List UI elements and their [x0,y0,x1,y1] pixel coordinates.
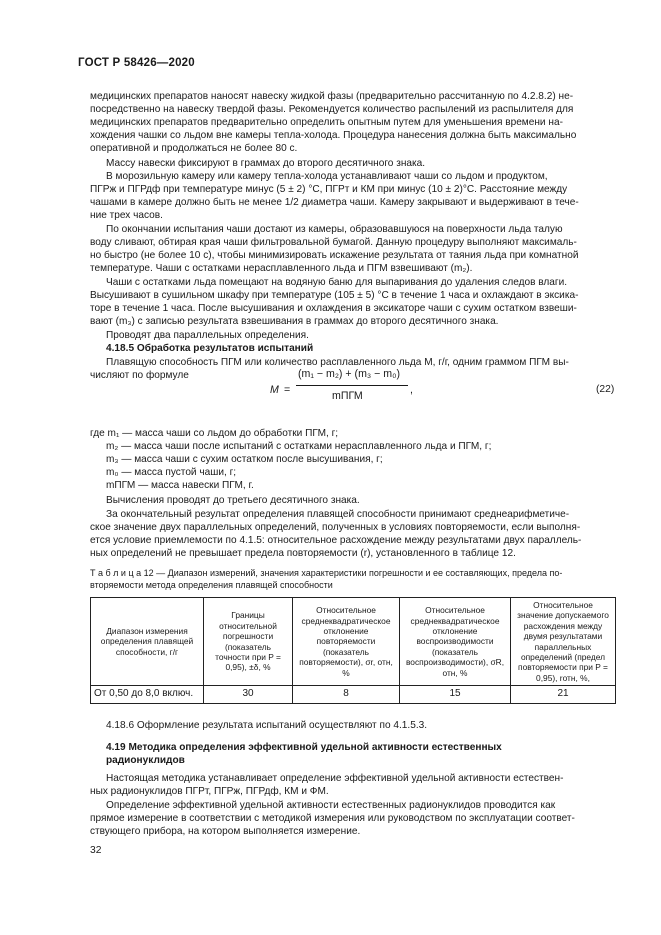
text-line: вают (m₃) с записью результата взвешивания в граммах до второго десятичного знака. [90,316,499,328]
text-line: посредственно на навеску твердой фазы. Рекомендуется количество распылений из распылителя для [90,104,574,116]
standard-header: ГОСТ Р 58426—2020 [78,57,195,69]
text-line: ных определений не превышает предела повторяемости (r), установленного в таблице 12. [90,548,516,560]
paragraph-freezer [90,170,616,222]
paragraph-spray-procedure [90,90,616,155]
formula-comma: , [410,384,413,396]
text-line: прямое измерение в соответствии с методикой измерения или руководством по эксплуатации соответ- [90,813,575,825]
text-line: 4.18.5 Обработка результатов испытаний [106,343,314,354]
text-line: Чаши с остатками льда помещают на водяную баню для выпаривания до удаления следов влаги. [106,277,568,288]
text-line: ние трех часов. [90,210,163,222]
section-heading-4-19 [106,741,502,767]
formula-numerator: (m₁ − m₂) + (m₃ − m₀) [298,368,401,380]
table-header-cell: Границы относительной погрешности (показатель точности при P = 0,95), ±δ, % [204,598,293,686]
page-number: 32 [90,845,102,856]
text-line: Настоящая методика устанавливает определение эффективной удельной активности естествен- [106,773,564,784]
text-line: Определение эффективной удельной активности естественных радионуклидов проводится как [106,800,556,811]
table-header-cell: Относительное среднеквадратическое отклонение повторяемости (показатель повторяемости), σr, отн, % [293,598,400,686]
text-line: воду сливают, обтирая края чаши фильтровальной бумагой. Данную процедуру выполняют максималь- [90,237,577,249]
text-line: По окончании испытания чаши достают из камеры, образовавшуюся на поверхности льда талую [106,224,563,235]
text-line: торе в течение 1 часа. После высушивания и охлаждения в эксикаторе чаши с сухим остатком взвеши- [90,303,577,315]
table-header-cell: Относительное среднеквадратическое отклонение воспроизводимости (показатель воспроизводимости), σR, отн, % [400,598,511,686]
paragraph-final-result [90,508,616,560]
paragraph-result-format [106,719,427,732]
section-heading-4-18-5 [106,342,313,355]
text-line: Вычисления проводят до третьего десятичного знака. [106,495,360,506]
text-line: За окончательный результат определения плавящей способности принимают среднеарифметиче- [106,509,570,520]
definitions-list [90,427,491,492]
text-line: оперативной и продолжаться не более 80 с. [90,143,298,155]
table-cell: 15 [400,686,511,703]
text-line: температуре. Чаши с остатками нерасплавленного льда и ПГМ взвешивают (m₂). [90,263,473,275]
paragraph-mass-record [106,157,425,170]
text-line: 4.18.6 Оформление результата испытаний осуществляют по 4.1.5.3. [106,720,428,731]
definition-item: m₂ — масса чаши после испытаний с остатками нерасплавленного льда и ПГМ, г; [106,441,492,453]
text-line: радионуклидов [106,755,185,767]
table-header-row [91,598,616,686]
text-line: медицинских препаратов предварительно определить опытным путем для уменьшения времени на- [90,117,563,129]
table-header-cell: Относительное значение допускаемого расхождения между двумя результатами параллельных определений (предел повторяемости при P = 0,95), rотн, %, [511,598,616,686]
text-line: ское значение двух параллельных определений, полученных в условиях повторяемости, если выполня- [90,522,581,534]
text-line: хождения чашки со льдом вне камеры тепла-холода. Процедура нанесения должна быть максимально [90,130,577,142]
text-line: чашами в камере должно быть не менее 1/2 диаметра чаши. Камеру закрывают и выдерживают в тече- [90,197,579,209]
text-line: Т а б л и ц а 12 — Диапазон измерений, значения характеристики погрешности и ее составляющих, предела по- [90,568,563,578]
definition-item: где m₁ — масса чаши со льдом до обработки ПГМ, г; [90,428,339,439]
text-line: вторяемости метода определения плавящей способности [90,579,333,590]
text-line: Проводят два параллельных определения. [106,330,309,341]
paragraph-drying [90,276,616,328]
fraction-bar [296,385,408,386]
text-line: числяют по формуле [90,370,189,382]
paragraph-after-test [90,223,616,275]
text-line: ных радионуклидов ПГРт, ПГРж, ПГРдф, КМ и ФМ. [90,786,329,798]
text-line: ствующего прибора, на котором выполняется измерение. [90,826,361,838]
formula-equals: = [284,384,291,396]
table-12 [90,597,616,704]
paragraph-method-scope [90,772,616,798]
formula-number: (22) [596,384,615,395]
text-line: В морозильную камеру или камеру тепла-холода устанавливают чаши со льдом и продуктом, [106,171,548,182]
text-line: ПГРж и ПГРдф при температуре минус (5 ± 2) °С, ПГРт и КМ при минус (10 ± 2)°С. Расстояние между [90,184,568,196]
table-cell: 21 [511,686,616,703]
definition-item: m₃ — масса чаши с сухим остатком после высушивания, г; [106,454,383,466]
text-line: Плавящую способность ПГМ или количество расплавленного льда M, г/г, одним граммом ПГМ вы- [106,357,569,368]
formula-22 [250,364,650,414]
table-header-cell: Диапазон измерения определения плавящей способности, г/г [91,598,204,686]
definition-item: m₀ — масса пустой чаши, г; [106,467,237,479]
table-row [91,686,616,703]
definition-item: mПГМ — масса навески ПГМ, г. [106,480,254,492]
text-line: Высушивают в сушильном шкафу при температуре (105 ± 5) °С в течение 1 часа и охлаждают в эксика- [90,290,579,302]
text-line: 4.19 Методика определения эффективной удельной активности естественных [106,742,502,753]
text-line: Массу навески фиксируют в граммах до второго десятичного знака. [106,158,426,169]
paragraph-calculation [106,494,360,507]
formula-denominator: mПГМ [332,390,363,402]
text-line: но быстро (не более 10 с), чтобы минимизировать искажение результата от таяния льда при комнатной [90,250,579,262]
table-cell: От 0,50 до 8,0 включ. [91,686,204,703]
table-caption [90,568,616,591]
paragraph-direct-measurement [90,799,616,838]
text-line: ется условие приемлемости по 4.1.5: относительное расхождение между результатами двух параллель- [90,535,582,547]
paragraph-parallel [106,329,309,342]
text-line: медицинских препаратов наносят навеску жидкой фазы (предварительно рассчитанную по 4.2.8.2) не- [90,91,574,102]
table-cell: 30 [204,686,293,703]
formula-lhs: M [270,384,279,396]
table-cell: 8 [293,686,400,703]
